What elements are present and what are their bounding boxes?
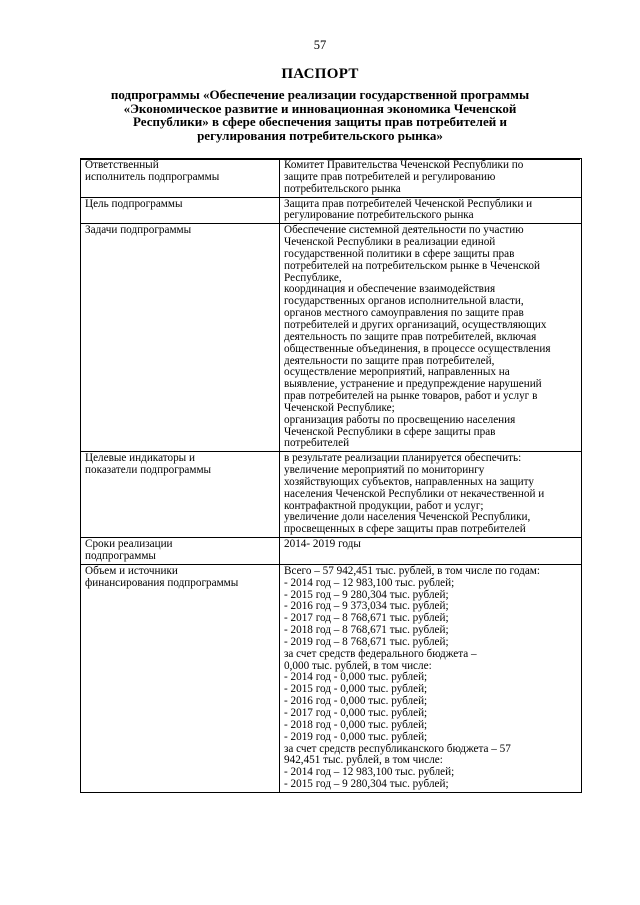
subtitle-line: Республики» в сфере обеспечения защиты прав потребителей и — [133, 114, 507, 129]
row-label-cell — [81, 538, 280, 565]
row-value-cell — [280, 564, 582, 792]
table-row — [81, 224, 582, 452]
row-value-line: увеличение доли населения Чеченской Республики, — [284, 511, 531, 524]
subtitle-line: регулирования потребительского рынка» — [197, 127, 443, 143]
row-label-line: Объем и источники — [85, 564, 178, 577]
row-value-line: - 2019 год - 0,000 тыс. рублей; — [284, 730, 428, 743]
row-value-line: защите прав потребителей и регулированию — [284, 170, 496, 183]
row-value-line: - 2015 год – 9 280,304 тыс. рублей; — [284, 588, 449, 601]
row-value-line: населения Чеченской Республики от некачественной и — [284, 487, 545, 500]
row-value-line: - 2014 год – 12 983,100 тыс. рублей; — [284, 766, 455, 779]
row-label-line: Сроки реализации — [85, 538, 173, 551]
row-value-line: - 2015 год – 9 280,304 тыс. рублей; — [284, 778, 449, 791]
row-value-line: Комитет Правительства Чеченской Республики по — [284, 159, 524, 171]
row-value-line: потребительского рынка — [284, 182, 401, 195]
row-value-cell — [280, 224, 582, 452]
row-value-line: организация работы по просвещению населения — [284, 413, 516, 426]
row-value-line: контрафактной продукции, работ и услуг; — [284, 499, 484, 512]
row-value-line: координация и обеспечение взаимодействия — [284, 283, 496, 296]
subtitle-line: «Экономическое развитие и инновационная экономика Чеченской — [123, 100, 517, 116]
table-row — [81, 538, 582, 565]
row-label-line: Ответственный — [85, 159, 159, 171]
row-value-cell — [280, 452, 582, 538]
row-value-cell — [280, 538, 582, 565]
row-value-line: Защита прав потребителей Чеченской Республики и — [284, 197, 533, 210]
row-label-cell — [81, 159, 280, 198]
row-value-line: в результате реализации планируется обеспечить: — [284, 452, 522, 465]
table-row — [81, 452, 582, 538]
subtitle-line: подпрограммы «Обеспечение реализации государственной программы — [110, 87, 530, 102]
row-value-line: государственных органов исполнительной власти, — [284, 295, 524, 308]
row-value-line: - 2014 год – 12 983,100 тыс. рублей; — [284, 576, 455, 589]
row-value-line: увеличение мероприятий по мониторингу — [284, 464, 485, 477]
passport-table — [80, 158, 582, 793]
row-value-line: за счет средств федерального бюджета – — [284, 647, 477, 660]
row-value-line: Чеченской Республике; — [284, 401, 395, 414]
row-label-cell — [81, 197, 280, 224]
table-row — [81, 197, 582, 224]
row-value-line: - 2018 год - 0,000 тыс. рублей; — [284, 718, 428, 731]
row-value-line: - 2017 год – 8 768,671 тыс. рублей; — [284, 612, 449, 625]
row-value-line: государственной политики в сфере защиты прав — [284, 247, 515, 260]
row-value-line: общественные объединения, в процессе осуществления — [284, 342, 551, 355]
row-value-line: деятельность по защите прав потребителей, включая — [284, 330, 537, 343]
row-value-line: хозяйствующих субъектов, направленных на защиту — [284, 475, 534, 488]
row-value-line: осуществление мероприятий, направленных на — [284, 366, 510, 379]
row-value-line: Чеченской Республики в сфере защиты прав — [284, 425, 496, 438]
row-value-line: выявление, устранение и предупреждение нарушений — [284, 378, 542, 391]
row-value-line: деятельности по защите прав потребителей, — [284, 354, 495, 367]
row-value-line: просвещенных в сфере защиты прав потребителей — [284, 523, 526, 536]
row-label-cell — [81, 564, 280, 792]
row-value-cell — [280, 197, 582, 224]
table-row — [81, 159, 582, 198]
row-value-line: за счет средств республиканского бюджета – 57 — [284, 742, 511, 755]
row-value-line: 2014- 2019 годы — [284, 538, 361, 551]
row-label-line: исполнитель подпрограммы — [85, 170, 220, 183]
row-label-cell — [81, 452, 280, 538]
row-value-line: Обеспечение системной деятельности по участию — [284, 224, 524, 237]
row-value-line: Чеченской Республики в реализации единой — [284, 236, 496, 249]
document-subtitle — [80, 88, 560, 142]
row-label-line: Задачи подпрограммы — [85, 224, 192, 237]
row-value-line: потребителей и других организаций, осуществляющих — [284, 318, 547, 331]
row-value-line: регулирование потребительского рынка — [284, 209, 474, 222]
table-row — [81, 564, 582, 792]
row-value-cell — [280, 159, 582, 198]
row-label-line: финансирования подпрограммы — [85, 576, 239, 589]
row-value-line: - 2016 год - 0,000 тыс. рублей; — [284, 695, 428, 708]
row-value-line: - 2019 год – 8 768,671 тыс. рублей; — [284, 635, 449, 648]
row-label-cell — [81, 224, 280, 452]
row-value-line: органов местного самоуправления по защите прав — [284, 307, 524, 320]
row-label-line: показатели подпрограммы — [85, 464, 212, 477]
document-title: ПАСПОРТ — [281, 66, 359, 82]
row-label-line: подпрограммы — [85, 550, 156, 562]
page-number: 57 — [313, 38, 327, 52]
row-value-line: потребителей — [284, 437, 350, 450]
row-value-line: 0,000 тыс. рублей, в том числе: — [284, 659, 432, 672]
row-value-line: - 2018 год – 8 768,671 тыс. рублей; — [284, 624, 449, 637]
row-value-line: прав потребителей на рынке товаров, работ и услуг в — [284, 390, 538, 403]
row-value-line: - 2016 год – 9 373,034 тыс. рублей; — [284, 600, 449, 613]
passport-table-body — [81, 159, 582, 793]
row-value-line: - 2017 год - 0,000 тыс. рублей; — [284, 706, 428, 719]
row-value-line: - 2015 год - 0,000 тыс. рублей; — [284, 683, 428, 696]
row-value-line: потребителей на потребительском рынке в Чеченской — [284, 259, 541, 272]
row-value-line: Всего – 57 942,451 тыс. рублей, в том числе по годам: — [284, 564, 540, 577]
row-value-line: Республике, — [284, 271, 342, 284]
row-value-line: - 2014 год - 0,000 тыс. рублей; — [284, 671, 428, 684]
row-label-line: Целевые индикаторы и — [85, 452, 195, 465]
row-value-line: 942,451 тыс. рублей, в том числе: — [284, 754, 443, 767]
row-label-line: Цель подпрограммы — [85, 197, 183, 210]
